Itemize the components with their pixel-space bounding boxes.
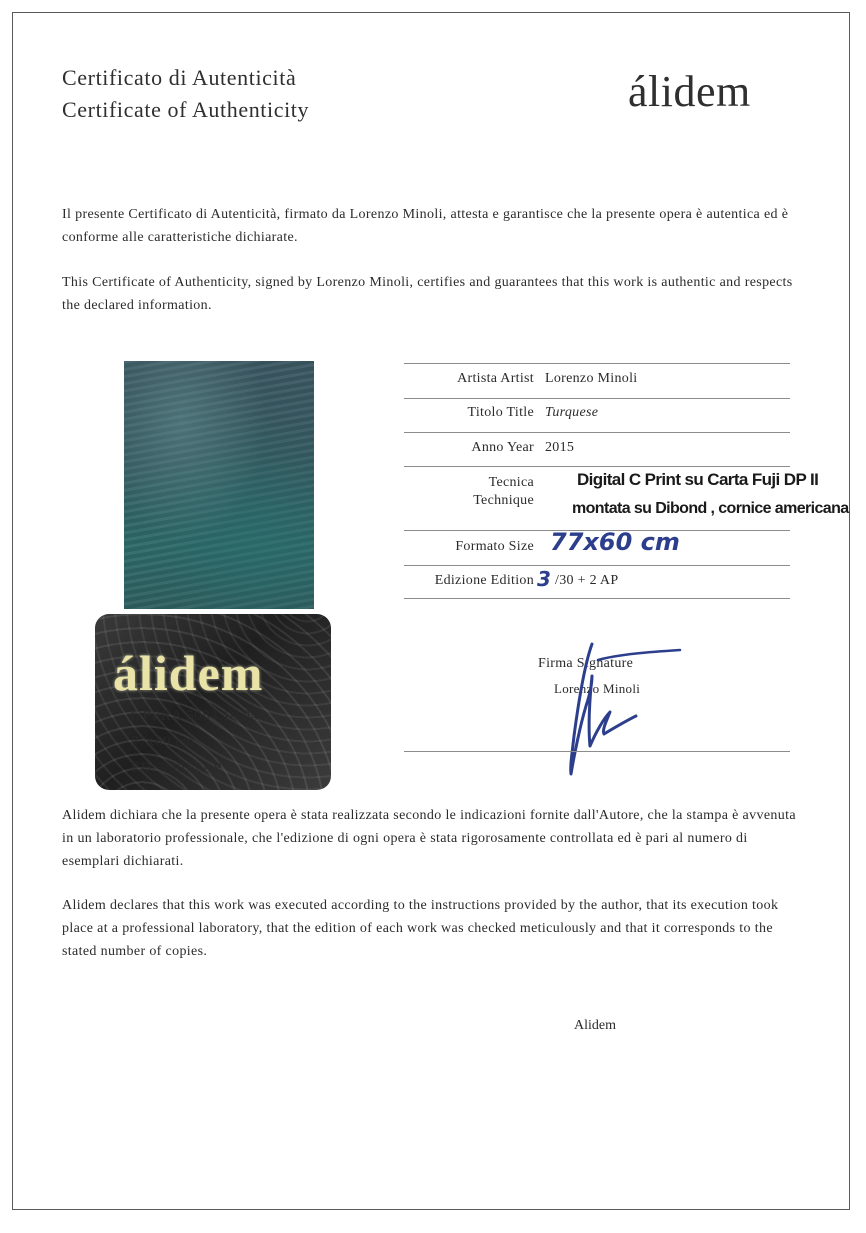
size-handwritten: 77x60 cm (550, 528, 680, 556)
certificate-title (62, 62, 309, 126)
table-rule (404, 432, 790, 433)
hologram-edition: ED.3/30+2AP (131, 760, 223, 776)
intro-english: This Certificate of Authenticity, signed by Lorenzo Minoli, certifies and guarantees that this work is authentic and respects the declared information. (62, 275, 793, 313)
artwork-photo (124, 361, 314, 609)
hologram-sticker (95, 614, 331, 790)
title-label: Titolo Title (467, 405, 534, 420)
alidem-logo: álidem (628, 67, 751, 116)
table-rule (404, 598, 790, 599)
technique-stamp-line2: montata su Dibond , cornice americana (572, 500, 849, 517)
technique-stamp-line1: Digital C Print su Carta Fuji DP II (577, 470, 819, 489)
year-label: Anno Year (471, 440, 534, 455)
artist-signature (540, 636, 690, 781)
closing-english: Alidem declares that this work was executed according to the instructions provided by the author, that its execution took place at a professional laboratory, that the edition of each work was checked meticulously and that it corresponds to the stated number of copies. (62, 898, 779, 959)
edition-number-handwritten: 3 (537, 567, 551, 591)
certificate-border (12, 12, 850, 1210)
title-english: Certificate of Authenticity (62, 97, 310, 122)
closing-italian: Alidem dichiara che la presente opera è stata realizzata secondo le indicazioni fornite dall'Autore, che la stampa è avvenuta in un laboratorio professionale, che l'edizione di ogni opera è stata rigorosamente controllata ed è pari al numero di esemplari dichiarati. (62, 808, 796, 869)
technique-label-en: Technique (473, 493, 534, 508)
year-value: 2015 (545, 440, 575, 455)
edition-label: Edizione Edition (434, 573, 534, 588)
technique-label-it: Tecnica (488, 475, 534, 490)
signature-label: Firma Signature (538, 656, 634, 671)
table-rule (404, 363, 790, 364)
signature-name: Lorenzo Minoli (554, 681, 641, 696)
title-italian: Certificato di Autenticità (62, 65, 297, 90)
size-label: Formato Size (455, 539, 534, 554)
signature-rule (404, 751, 790, 752)
table-rule (404, 466, 790, 467)
hologram-brand: álidem (113, 645, 264, 701)
table-rule (404, 565, 790, 566)
table-rule (404, 398, 790, 399)
title-value: Turquese (545, 405, 599, 420)
artist-label: Artista Artist (457, 371, 534, 386)
intro-italian: Il presente Certificato di Autenticità, firmato da Lorenzo Minoli, attesta e garantisce che la presente opera è autentica ed è conforme alle caratteristiche dichiarate. (62, 207, 789, 245)
artist-value: Lorenzo Minoli (545, 371, 638, 386)
alidem-signoff: Alidem (574, 1018, 616, 1033)
hologram-opera: OPERA 5084.16.04 (131, 708, 259, 724)
hologram-size: 77x60 cm (131, 734, 195, 750)
edition-value: /30 + 2 AP (555, 573, 619, 588)
